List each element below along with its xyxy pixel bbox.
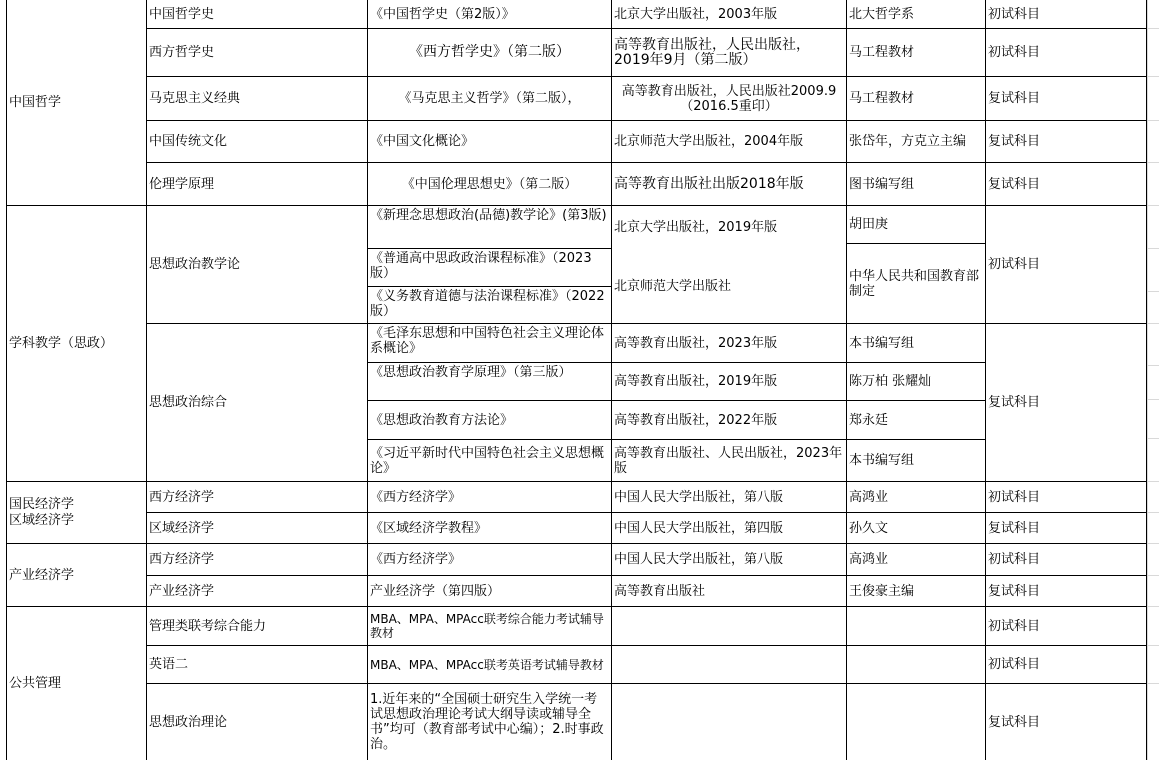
publisher-cell[interactable] — [612, 121, 846, 162]
exam-type-label: 初试科目 — [988, 45, 1041, 60]
subject-label: 中国传统文化 — [149, 134, 228, 149]
publisher-cell[interactable] — [612, 206, 846, 248]
author-label: 张岱年，方克立主编 — [849, 134, 967, 149]
subject-cell[interactable] — [147, 482, 367, 512]
book-label: 1.近年来的“全国硕士研究生入学统一考试思想政治理论考试大纲导读或辅导全书”均可（教育部考试中心编）；2.时事政治。 — [370, 692, 604, 752]
exam-type-label: 初试科目 — [988, 552, 1041, 567]
exam-type-cell[interactable] — [986, 163, 1146, 205]
exam-type-label: 初试科目 — [988, 618, 1041, 634]
publisher-cell[interactable] — [612, 440, 846, 481]
major-label: 公共管理 — [9, 676, 62, 691]
book-cell[interactable] — [368, 363, 611, 400]
author-cell[interactable] — [847, 440, 985, 481]
publisher-label: 高等教育出版社 — [614, 583, 706, 599]
book-cell[interactable] — [368, 324, 611, 362]
subject-label: 西方哲学史 — [149, 45, 215, 60]
exam-type-label: 初试科目 — [988, 6, 1041, 22]
subject-cell[interactable] — [147, 163, 367, 205]
publisher-label: 北京师范大学出版社 — [614, 278, 732, 294]
author-label: 胡田庚 — [849, 217, 889, 232]
author-cell[interactable] — [847, 163, 985, 205]
publisher-cell[interactable] — [612, 607, 846, 645]
book-cell[interactable] — [368, 206, 611, 248]
book-label: 《西方哲学史》（第二版） — [409, 44, 570, 60]
exam-type-label: 复试科目 — [988, 91, 1041, 106]
book-cell[interactable] — [368, 544, 611, 575]
major-cell[interactable] — [7, 482, 146, 543]
gridline — [1147, 323, 1159, 324]
book-cell[interactable] — [368, 576, 611, 606]
publisher-cell[interactable] — [612, 544, 846, 575]
author-cell[interactable] — [847, 29, 985, 76]
book-label: 《中国哲学史（第2版）》 — [370, 6, 515, 22]
book-cell[interactable] — [368, 607, 611, 645]
exam-type-label: 初试科目 — [988, 489, 1041, 505]
publisher-label: 北京大学出版社，2003年版 — [614, 6, 778, 22]
subject-cell[interactable] — [147, 513, 367, 543]
exam-type-cell[interactable] — [986, 77, 1146, 120]
subject-cell[interactable] — [147, 684, 367, 760]
author-label: 高鸿业 — [849, 552, 889, 567]
major-cell[interactable] — [7, 0, 146, 205]
exam-type-label: 复试科目 — [988, 395, 1041, 410]
author-cell[interactable] — [847, 324, 985, 362]
book-label: MBA、MPA、MPAcc联考综合能力考试辅导教材 — [370, 612, 604, 640]
author-label: 本书编写组 — [849, 453, 915, 468]
major-label: 国民经济学 区域经济学 — [9, 496, 75, 528]
subject-label: 中国哲学史 — [149, 6, 215, 22]
gridline — [1147, 683, 1159, 684]
book-label: 《西方经济学》 — [370, 552, 462, 567]
author-label: 本书编写组 — [849, 335, 915, 351]
subject-label: 思想政治综合 — [149, 395, 228, 410]
exam-type-label: 复试科目 — [988, 520, 1041, 536]
exam-type-label: 初试科目 — [988, 657, 1041, 672]
book-label: 《新理念思想政治(品德)教学论》(第3版) — [370, 208, 607, 223]
author-label: 陈万柏 张耀灿 — [849, 374, 932, 389]
book-label: 产业经济学（第四版） — [370, 583, 501, 599]
gridline — [1147, 575, 1159, 576]
author-cell[interactable] — [847, 482, 985, 512]
exam-type-cell[interactable] — [986, 121, 1146, 162]
book-cell[interactable] — [368, 401, 611, 439]
subject-label: 马克思主义经典 — [149, 91, 241, 106]
author-label: 图书编写组 — [849, 176, 915, 192]
publisher-cell[interactable] — [612, 77, 846, 120]
publisher-cell[interactable] — [612, 163, 846, 205]
gridline — [1147, 28, 1159, 29]
author-label: 马工程教材 — [849, 45, 915, 60]
author-label: 王俊豪主编 — [849, 583, 915, 599]
author-label: 北大哲学系 — [849, 6, 915, 22]
exam-type-cell[interactable] — [986, 206, 1146, 323]
book-cell[interactable] — [368, 29, 611, 76]
book-label: 《西方经济学》 — [370, 489, 462, 505]
exam-type-cell[interactable] — [986, 29, 1146, 76]
exam-type-cell[interactable] — [986, 684, 1146, 760]
exam-type-label: 初试科目 — [988, 257, 1041, 272]
major-label: 学科教学（思政） — [9, 336, 114, 351]
subject-label: 思想政治教学论 — [149, 257, 241, 272]
exam-type-label: 复试科目 — [988, 583, 1041, 599]
publisher-label: 高等教育出版社，2022年版 — [614, 412, 778, 428]
gridline — [1147, 543, 1159, 544]
book-label: 《习近平新时代中国特色社会主义思想概论》 — [370, 445, 605, 476]
exam-type-cell[interactable] — [986, 513, 1146, 543]
exam-type-label: 复试科目 — [988, 176, 1041, 192]
subject-label: 伦理学原理 — [149, 176, 215, 192]
author-cell[interactable] — [847, 646, 985, 683]
author-cell[interactable] — [847, 363, 985, 400]
gridline — [1147, 606, 1159, 607]
book-label: 《中国伦理思想史》（第二版） — [401, 176, 578, 192]
book-cell[interactable] — [368, 77, 611, 120]
subject-label: 思想政治理论 — [149, 714, 228, 730]
major-label: 产业经济学 — [9, 567, 75, 583]
author-cell[interactable] — [847, 77, 985, 120]
subject-label: 西方经济学 — [149, 489, 215, 505]
publisher-label: 中国人民大学出版社，第四版 — [614, 520, 784, 536]
book-cell[interactable] — [368, 163, 611, 205]
publisher-cell[interactable] — [612, 482, 846, 512]
book-label: 《思想政治教育学原理》（第三版） — [370, 365, 572, 380]
book-label: 《中国文化概论》 — [370, 134, 475, 149]
author-cell[interactable] — [847, 684, 985, 760]
publisher-cell[interactable] — [612, 29, 846, 76]
subject-cell[interactable] — [147, 29, 367, 76]
exam-type-cell[interactable] — [986, 607, 1146, 645]
publisher-label: 高等教育出版社，2023年版 — [614, 335, 778, 351]
gridline — [1147, 205, 1159, 206]
subject-label: 产业经济学 — [149, 583, 215, 599]
author-cell[interactable] — [847, 401, 985, 439]
publisher-label: 高等教育出版社、人民出版社，2023年版 — [614, 445, 843, 476]
gridline — [1147, 512, 1159, 513]
publisher-label: 高等教育出版社，人民出版社，2019年9月（第二版） — [614, 36, 810, 68]
publisher-cell[interactable] — [612, 576, 846, 606]
gridline — [1147, 645, 1159, 646]
exam-type-cell[interactable] — [986, 0, 1146, 28]
publisher-cell[interactable] — [612, 324, 846, 362]
book-cell[interactable] — [368, 513, 611, 543]
publisher-label: 中国人民大学出版社，第八版 — [614, 489, 784, 505]
subject-cell[interactable] — [147, 77, 367, 120]
book-label: 《普通高中思政政治课程标准》（2023版） — [370, 251, 592, 281]
gridline — [1147, 120, 1159, 121]
author-cell[interactable] — [847, 244, 985, 323]
book-label: 《义务教育道德与法治课程标准》（2022版） — [370, 289, 605, 319]
publisher-cell[interactable] — [612, 0, 846, 28]
subject-label: 英语二 — [149, 657, 189, 672]
book-label: 《马克思主义哲学》（第二版）， — [398, 91, 581, 106]
author-cell[interactable] — [847, 607, 985, 645]
book-cell[interactable] — [368, 249, 611, 286]
author-cell[interactable] — [847, 0, 985, 28]
subject-cell[interactable] — [147, 576, 367, 606]
publisher-cell[interactable] — [612, 513, 846, 543]
publisher-cell[interactable] — [612, 363, 846, 400]
border-line — [1146, 0, 1147, 760]
book-label: 《思想政治教育方法论》 — [370, 412, 514, 428]
subject-label: 管理类联考综合能力 — [149, 618, 267, 634]
major-cell[interactable] — [7, 607, 146, 760]
publisher-cell[interactable] — [612, 249, 846, 323]
book-cell[interactable] — [368, 0, 611, 28]
gridline — [1147, 162, 1159, 163]
author-label: 郑永廷 — [849, 412, 889, 428]
gridline — [1147, 0, 1148, 760]
gridline — [1147, 291, 1159, 292]
publisher-label: 高等教育出版社，2019年版 — [614, 374, 778, 389]
gridline — [1147, 248, 1159, 249]
subject-cell[interactable] — [147, 121, 367, 162]
exam-type-cell[interactable] — [986, 544, 1146, 575]
author-label: 中华人民共和国教育部制定 — [849, 268, 980, 299]
subject-label: 区域经济学 — [149, 520, 215, 536]
exam-type-label: 复试科目 — [988, 134, 1041, 149]
subject-label: 西方经济学 — [149, 552, 215, 567]
major-cell[interactable] — [7, 206, 146, 481]
subject-cell[interactable] — [147, 0, 367, 28]
gridline — [1147, 481, 1159, 482]
exam-type-cell[interactable] — [986, 482, 1146, 512]
exam-type-cell[interactable] — [986, 324, 1146, 481]
author-cell[interactable] — [847, 121, 985, 162]
subject-cell[interactable] — [147, 206, 367, 323]
subject-cell[interactable] — [147, 646, 367, 683]
publisher-cell[interactable] — [612, 401, 846, 439]
author-cell[interactable] — [847, 576, 985, 606]
book-label: 《毛泽东思想和中国特色社会主义理论体系概论》 — [370, 326, 605, 356]
book-label: MBA、MPA、MPAcc联考英语考试辅导教材 — [370, 657, 604, 672]
author-label: 孙久文 — [849, 520, 889, 536]
subject-cell[interactable] — [147, 607, 367, 645]
gridline — [1147, 76, 1159, 77]
author-cell[interactable] — [847, 513, 985, 543]
gridline — [1147, 399, 1159, 400]
book-label: 《区域经济学教程》 — [370, 520, 488, 536]
publisher-label: 北京师范大学出版社，2004年版 — [614, 134, 804, 149]
author-label: 高鸿业 — [849, 489, 889, 505]
publisher-label: 高等教育出版社出版2018年版 — [614, 175, 804, 192]
exam-type-label: 复试科目 — [988, 714, 1041, 730]
publisher-label: 高等教育出版社，人民出版社2009.9（2016.5重印） — [621, 83, 837, 114]
book-cell[interactable] — [368, 646, 611, 683]
author-label: 马工程教材 — [849, 91, 915, 106]
book-cell[interactable] — [368, 440, 611, 481]
publisher-label: 中国人民大学出版社，第八版 — [614, 552, 784, 567]
book-cell[interactable] — [368, 482, 611, 512]
major-cell[interactable] — [7, 544, 146, 606]
author-cell[interactable] — [847, 544, 985, 575]
exam-type-cell[interactable] — [986, 646, 1146, 683]
major-label: 中国哲学 — [9, 95, 62, 110]
exam-type-cell[interactable] — [986, 576, 1146, 606]
subject-cell[interactable] — [147, 324, 367, 481]
book-cell[interactable] — [368, 121, 611, 162]
book-cell[interactable] — [368, 287, 611, 323]
gridline — [1147, 365, 1159, 366]
publisher-cell[interactable] — [612, 646, 846, 683]
publisher-label: 北京大学出版社，2019年版 — [614, 219, 778, 235]
book-cell[interactable] — [368, 684, 611, 760]
author-cell[interactable] — [847, 206, 985, 243]
gridline — [1147, 438, 1159, 439]
publisher-cell[interactable] — [612, 684, 846, 760]
subject-cell[interactable] — [147, 544, 367, 575]
